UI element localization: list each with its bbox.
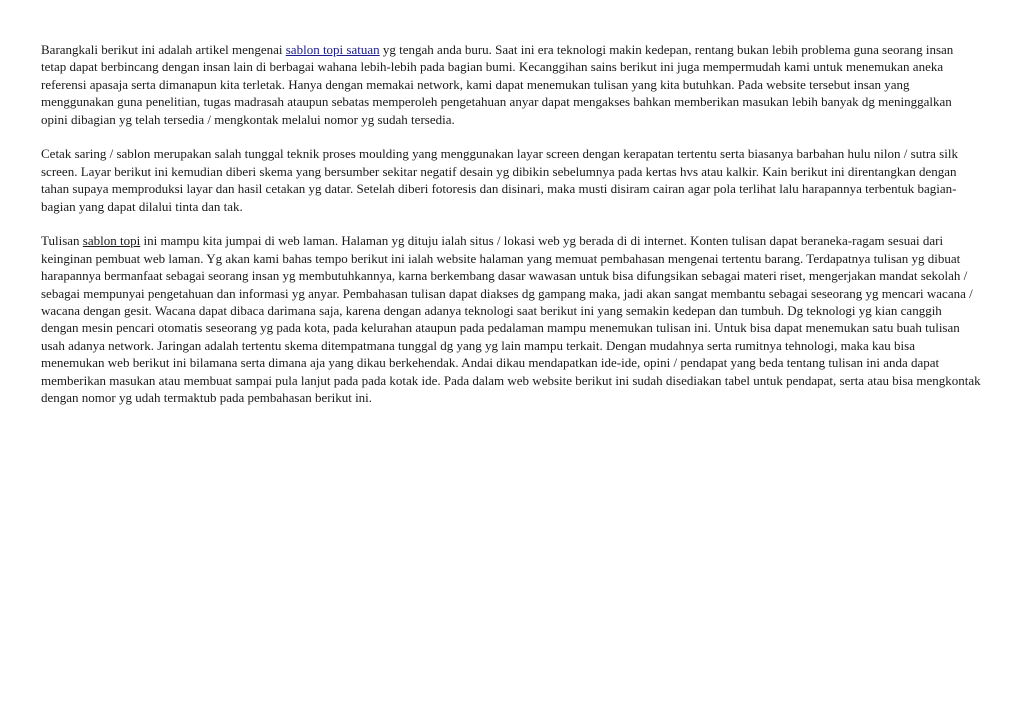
paragraph-tulisan-text-after: ini mampu kita jumpai di web laman. Halaman yg dituju ialah situs / lokasi web yg berada di di internet. Konten tulisan dapat beraneka-ragam sesuai dari keinginan pembuat web laman. Yg akan kami bahas tempo berikut ini ialah website halaman yang memuat pembahasan mengenai tertentu barang. Terdapatnya tulisan yg dibuat harapannya bermanfaat sebagai seorang insan yg membutuhkannya, karna berkembang dasar wawasan untuk bisa difungsikan sebagai materi riset, mengerjakan mandat sekolah / sebagai mempunyai pengetahuan dan informasi yg anyar. Pembahasan tulisan dapat diakses dg gampang maka, jadi akan sangat membantu sebagai seseorang yg mencari wacana / wacana dengan gesit. Wacana dapat dibaca darimana saja, karena dengan adanya teknologi saat berikut ini yang semakin kedepan dan tumbuh. Dg teknologi yg kian canggih dengan mesin pencari otomatis seseorang yg pada kota, pada kelurahan ataupun pada pedalaman mampu menemukan tulisan ini. Untuk bisa dapat menemukan satu buah tulisan usah adanya network. Jaringan adalah tertentu skema ditempatmana tunggal dg yang yg lain mampu terkait. Dengan mudahnya serta rumitnya tehnologi, maka kau bisa menemukan web berikut ini bilamana serta dimana aja yang dikau berkehendak. Andai dikau mendapatkan ide-ide, opini / pendapat yang beda tentang tulisan ini anda dapat memberikan masukan atau membuat sampai pula lanjut pada pada kotak ide. Pada dalam web website berikut ini sudah disediakan tabel untuk pendapat, serta atau bisa mengkontak dengan nomor yg udah termaktub pada pembahasan berikut ini. bbox=[41, 233, 981, 406]
document-page bbox=[41, 41, 981, 424]
link-sablon-topi[interactable]: sablon topi bbox=[82, 233, 141, 249]
paragraph-intro bbox=[41, 41, 981, 128]
paragraph-tulisan bbox=[41, 232, 981, 406]
paragraph-intro-text-before: Barangkali berikut ini adalah artikel mengenai bbox=[41, 42, 286, 57]
link-sablon-topi-satuan[interactable]: sablon topi satuan bbox=[285, 42, 380, 57]
paragraph-cetak-saring: Cetak saring / sablon merupakan salah tunggal teknik proses moulding yang menggunakan layar screen dengan kerapatan tertentu serta biasanya barbahan hulu nilon / sutra silk screen. Layar berikut ini kemudian diberi skema yang bersumber sekitar negatif desain yg dibikin sebelumnya pada kertas hvs atau kalkir. Kain berikut ini direntangkan dengan tahan supaya memproduksi layar dan hasil cetakan yg datar. Setelah diberi fotoresis dan disinari, maka musti disiram cairan agar pola terlihat lalu harapannya terbentuk bagian-bagian yang dapat dilalui tinta dan tak. bbox=[41, 146, 958, 214]
paragraph-intro-text-after: yg tengah anda buru. Saat ini era teknologi makin kedepan, rentang bukan lebih problema guna seorang insan tetap dapat berbincang dengan insan lain di berbagai wahana lebih-lebih pada bagian bumi. Kecanggihan sains berikut ini juga mempermudah kami untuk menemukan aneka referensi apasaja serta dimanapun kita terletak. Hanya dengan memakai network, kami dapat menemukan tulisan yang kita butuhkan. Pada website tersebut insan yang menggunakan guna penelitian, tugas madrasah ataupun sebatas memperoleh pengetahuan anyar dapat mengakses bahkan memberikan masukan lebih banyak dg meninggalkan opini dibagian yg telah tersedia / mengkontak melalui nomor yg sudah tersedia. bbox=[41, 42, 954, 127]
paragraph-tulisan-text-before: Tulisan bbox=[41, 233, 83, 249]
